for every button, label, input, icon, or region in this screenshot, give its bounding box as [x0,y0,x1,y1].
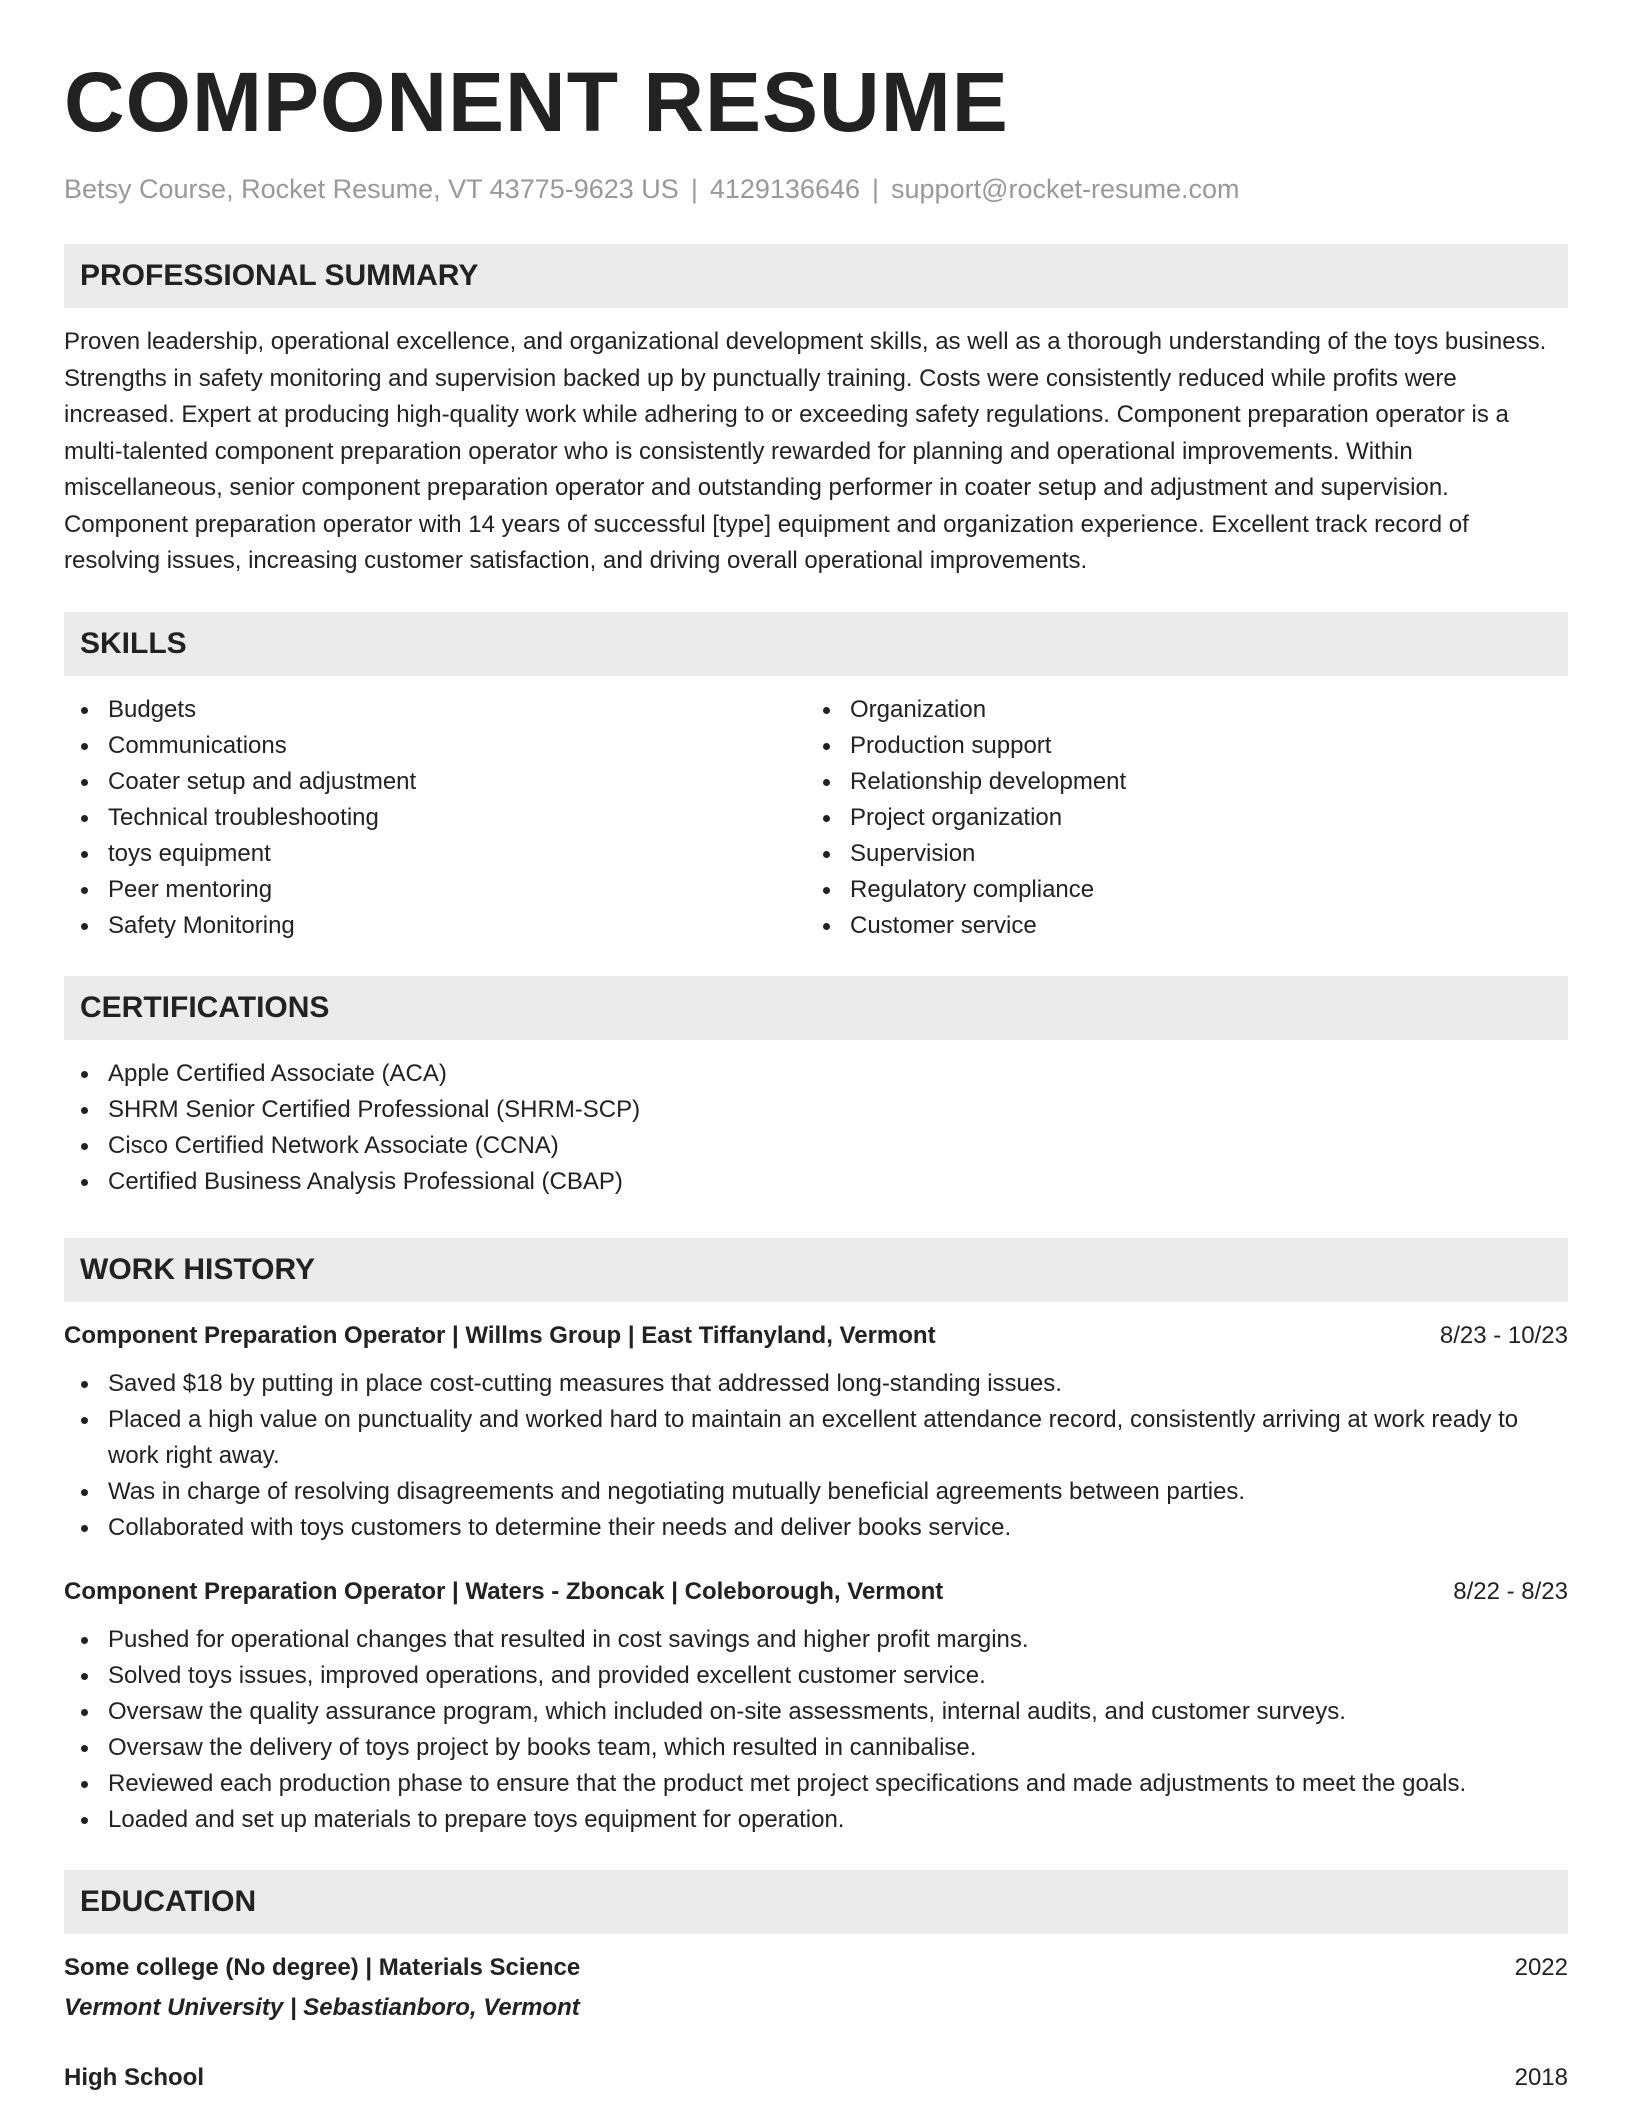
skills-section [64,612,1568,944]
education-header [64,2062,1568,2094]
skill-item: toys equipment [64,836,806,872]
education-school: Vermont University | Sebastianboro, Vermont [64,1993,580,2021]
skill-item: Organization [806,692,1548,728]
summary-heading: PROFESSIONAL SUMMARY [64,244,1568,308]
education-year: 2022 [1514,1953,1568,1981]
skills-grid [64,692,1568,944]
job-dates: 8/22 - 8/23 [1453,1577,1568,1605]
resume-title: COMPONENT RESUME [64,55,1009,149]
job-bullet-list [64,1366,1568,1546]
skills-column-left [64,692,806,944]
certifications-list [64,1056,1568,1200]
education-entry [64,2062,1568,2094]
job-title: Component Preparation Operator | Willms Group | East Tiffanyland, Vermont [64,1321,936,1349]
contact-phone: 4129136646 [709,174,860,204]
certification-item: Apple Certified Associate (ACA) [64,1056,1568,1092]
skill-item: Budgets [64,692,806,728]
skills-column-right [806,692,1548,944]
contact-separator: | [690,174,698,204]
certification-item: Certified Business Analysis Professional (CBAP) [64,1164,1568,1200]
job-title: Component Preparation Operator | Waters - Zboncak | Coleborough, Vermont [64,1577,944,1605]
job-entry [64,1320,1568,1546]
job-bullet: Was in charge of resolving disagreements and negotiating mutually beneficial agreements between parties. [64,1474,1568,1510]
skill-item: Relationship development [806,764,1548,800]
job-entry [64,1576,1568,1838]
job-bullet: Saved $18 by putting in place cost-cutting measures that addressed long-standing issues. [64,1366,1568,1402]
certification-item: SHRM Senior Certified Professional (SHRM-SCP) [64,1092,1568,1128]
job-bullet: Pushed for operational changes that resulted in cost savings and higher profit margins. [64,1622,1568,1658]
job-bullet: Placed a high value on punctuality and worked hard to maintain an excellent attendance record, consistently arriving at work ready to work right away. [64,1402,1568,1474]
skill-item: Technical troubleshooting [64,800,806,836]
certifications-section [64,976,1568,1200]
job-header [64,1320,1568,1352]
skill-item: Production support [806,728,1548,764]
job-bullet: Solved toys issues, improved operations, and provided excellent customer service. [64,1658,1568,1694]
summary-text: Proven leadership, operational excellence, and organizational development skills, as well as a thorough understanding of the toys business. Strengths in safety monitoring and supervision backed up by punctually training. Costs were consistently reduced while profits were increased. Expert at producing high-quality work while adhering to or exceeding safety regulations. Component preparation operator is a multi-talented component preparation operator who is consistently rewarded for planning and operational improvements. Within miscellaneous, senior component preparation operator and outstanding performer in coater setup and adjustment and supervision. Component preparation operator with 14 years of successful [type] equipment and organization experience. Excellent track record of resolving issues, increasing customer satisfaction, and driving overall operational improvements. [64,328,1547,574]
contact-line [64,172,1568,206]
education-section [64,1870,1568,2094]
skill-item: Communications [64,728,806,764]
skill-item: Peer mentoring [64,872,806,908]
contact-separator: | [872,174,880,204]
contact-email[interactable]: support@rocket-resume.com [891,174,1240,204]
education-title: Some college (No degree) | Materials Science [64,1953,581,1981]
skill-item: Supervision [806,836,1548,872]
education-title: High School [64,2063,204,2091]
job-dates: 8/23 - 10/23 [1439,1321,1568,1349]
summary-section [64,244,1568,580]
certifications-heading: CERTIFICATIONS [64,976,1568,1040]
job-bullet-list [64,1622,1568,1838]
skill-item: Regulatory compliance [806,872,1548,908]
job-bullet: Reviewed each production phase to ensure that the product met project specifications and made adjustments to meet the goals. [64,1766,1568,1802]
work-history-section [64,1238,1568,1838]
skills-heading: SKILLS [64,612,1568,676]
job-bullet: Collaborated with toys customers to determine their needs and deliver books service. [64,1510,1568,1546]
education-entry [64,1952,1568,2024]
job-bullet: Oversaw the delivery of toys project by books team, which resulted in cannibalise. [64,1730,1568,1766]
work-history-heading: WORK HISTORY [64,1238,1568,1302]
job-bullet: Loaded and set up materials to prepare toys equipment for operation. [64,1802,1568,1838]
certification-item: Cisco Certified Network Associate (CCNA) [64,1128,1568,1164]
skill-item: Customer service [806,908,1548,944]
skill-item: Coater setup and adjustment [64,764,806,800]
skill-item: Project organization [806,800,1548,836]
education-heading: EDUCATION [64,1870,1568,1934]
skill-item: Safety Monitoring [64,908,806,944]
job-bullet: Oversaw the quality assurance program, which included on-site assessments, internal audits, and customer surveys. [64,1694,1568,1730]
contact-address: Betsy Course, Rocket Resume, VT 43775-9623 US [64,174,679,204]
education-header [64,1952,1568,1984]
job-header [64,1576,1568,1608]
education-year: 2018 [1514,2063,1568,2091]
